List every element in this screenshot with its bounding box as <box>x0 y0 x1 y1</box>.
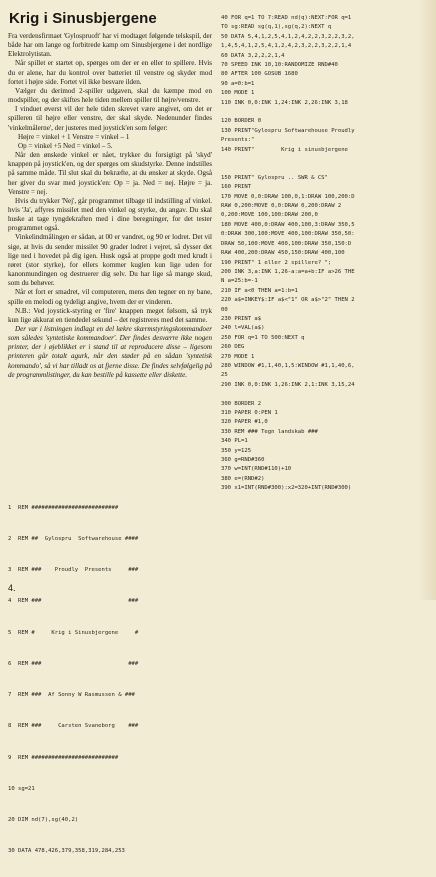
code-line: 150 PRINT" Gylospru .. SWR & CS" <box>221 174 328 181</box>
code-line: 380 e=(RND#2) <box>221 475 265 482</box>
code-line: 290 INK 0,0:INK 1,26:INK 2,1:INK 3,15,24 <box>221 381 355 388</box>
code-line: 350 y=125 <box>221 447 252 454</box>
code-line: 110 INK 0,0:INK 1,24:INK 2,26:INK 3,18 <box>221 99 348 106</box>
page-edge-shadow <box>418 0 436 600</box>
code-line: 0,200:MOVE 100,100:DRAW 200,0 <box>221 212 318 219</box>
code-line: 6 REM ### ### <box>8 660 139 667</box>
code-line: RAW 400,200:DRAW 450,150:DRAW 400,100 <box>221 250 345 257</box>
code-line: 80 AFTER 100 GOSUB 1680 <box>221 71 298 78</box>
code-line: 280 WINDOW #1,1,40,1,5:WINDOW #1,1,40,6, <box>221 362 355 369</box>
code-line: 230 PRINT a$ <box>221 315 262 322</box>
code-line: 390 x1=INT(RND#300):x2=320+INT(RND#300) <box>221 485 352 492</box>
code-line: 25 <box>221 372 228 379</box>
code-line: 70 SPEED INK 10,10:RANDOMIZE RND#40 <box>221 62 338 69</box>
code-line: 8 REM ### Carsten Svaneborg ### <box>8 723 139 730</box>
code-line: 60 DATA 3,2,2,2,1,4 <box>221 52 285 59</box>
code-line: 7 REM ### Af Sonny W Rasmussen & ### <box>8 692 135 699</box>
code-line: 40 FOR q=1 TO 7:READ nd(q):NEXT:FOR q=1 <box>221 15 352 21</box>
code-line: 4 REM ### ### <box>8 598 139 605</box>
code-line: 100 MODE 1 <box>221 90 255 97</box>
code-line: 220 a$=INKEY$:IF a$<"1" OR a$>"2" THEN 2 <box>221 297 355 304</box>
code-line: 90 a=0:b=1 <box>221 80 255 87</box>
article-body <box>8 32 212 380</box>
code-line: 0:DRAW 300,100:MOVE 400,100:DRAW 350,50: <box>221 231 355 238</box>
code-line: 130 PRINT"Gylospru Softwarehouse Proudly <box>221 127 355 134</box>
code-line: Presents:" <box>221 137 255 144</box>
code-line: 270 MODE 1 <box>221 353 255 360</box>
code-line: 170 MOVE 0,0:DRAW 100,0,1:DRAW 100,200:D <box>221 193 355 200</box>
article-paragraph: Når spillet er startet op, spørges om der er en eller to spillere. Hvis du er alene, har du kontrol over batteriet til venstre og skyder mod fortet i højre side. Fortet vil ikke besvare ilden. <box>8 59 212 86</box>
editor-note: Der var i listningen indlagt en del lækre skærmstyringskommandoer som således 'syntetiske kommandoer'. Der findes desværre ikke nogen printer, der i øjeblikket er i stand til at reproducere disse – ligesom printeren går totalt agurk, når den støder på en sådan 'syntetisk kommando', så vi har tilladt os at fjerne disse. De findes selvfølgelig på de programmlistinger, du kan bestille på kassette eller diskette. <box>8 325 212 379</box>
code-line: 10 sg=21 <box>8 785 35 792</box>
code-line: N a=25:b=-1 <box>221 278 258 285</box>
code-line: 00 <box>221 306 228 313</box>
article-paragraph: Vælger du derimod 2-spiller udgaven, skal du kæmpe mod en modspiller, og der skiftes hele tiden mellem spiller til højre/venstre. <box>8 86 212 105</box>
code-spacer <box>221 108 429 117</box>
article-paragraph: Fra verdensfirmaet 'Gylospruoft' har vi modtaget følgende telskspil, der både har om lange og forbitrede kamp om Sinusbjergene i det nordlige Elektrolytistan. <box>8 32 212 59</box>
code-line: 1 REM ########################## <box>8 504 119 511</box>
article-paragraph: N.B.: Ved joystick-styring er 'fire' knappen meget følsom, så tryk kun lige akkurat en tiendedel sekund – det registreres med det samme. <box>8 306 212 324</box>
article-paragraph: I vinduet øverst vil der hele tiden skrevet være angivet, om det er spilleren til højre eller venstre, der skal skyde. Nedenunder findes 'vinkelmålerne', der justeres med joystick'en som følger: <box>8 105 212 132</box>
code-line: 160 PRINT <box>221 184 252 191</box>
code-line: 1,4,5,4,1,2,5,4,1,2,4,2,3,2,2,3,2,2,1,4 <box>221 43 352 50</box>
article-paragraph: Når et fort er smadret, vil computeren, mens den tegner en ny bane, spille en melodi og tydeligt angive, hvem der er vinderen. <box>8 288 212 306</box>
code-line: 210 IF a<0 THEN a=1:b=1 <box>221 287 298 294</box>
code-line: RAW 0,200:MOVE 0,0:DRAW 0,200:DRAW 2 <box>221 203 342 210</box>
code-line: 140 PRINT" Krig i sinusbjergene <box>221 146 348 153</box>
code-line: 360 g=RND#360 <box>221 457 265 464</box>
article-paragraph: Op = vinkel +5 Ned = vinkel – 5. <box>18 141 113 150</box>
code-line: 200 INK 3,a:INK 1,26-a:a=a+b:IF a>26 THE <box>221 268 355 275</box>
code-line: 3 REM ### Proudly Presents ### <box>8 567 139 574</box>
code-line: 190 PRINT" 1 eller 2 spillere? "; <box>221 259 332 266</box>
page-number: 4. <box>8 583 16 593</box>
code-line: 9 REM ########################## <box>8 754 119 761</box>
code-line: 240 l=VAL(a$) <box>221 325 265 332</box>
article-paragraph: Når den ønskede vinkel er nået, trykker du forsigtigt på 'skyd' knappen på joystick'en, og der spørges om skudstyrke. Denne indstilles på samme måde. Til slut skal du bekræfte, at du ønsker at skyde. Også her giver du svar med joystick'en: Op = ja. Ned = nej. Højre = ja. Venstre = nej. <box>8 151 212 196</box>
code-line: 5 REM # Krig i Sinusbjergene # <box>8 629 139 636</box>
article-paragraph: Højre = vinkel + 1 Venstre = vinkel – 1 <box>18 132 130 141</box>
code-line: DRAW 50,100:MOVE 400,100:DRAW 350,150:D <box>221 240 352 247</box>
code-spacer <box>221 155 429 164</box>
code-line: 2 REM ## Gylospru Softwarehouse #### <box>8 536 139 543</box>
code-spacer <box>221 390 429 399</box>
article-paragraph: Vinkelindmålingen er sådan, at 00 er vandret, og 90 er lodret. Det vil sige, at hvis du sender missilet 90 grader lodret i vejret, så dysser det lige ned i hovedet på dig igen. Husk også at proppe godt med krudt i røret (stor styrke), for ellers kommer kuglen kun lige uden for kanonmundingen og destruerer dig selv. Du har lige så mange skud, som du behøver. <box>8 233 212 288</box>
basic-listing-right <box>221 14 429 494</box>
article-paragraph: Hvis du trykker 'Nej', går programmet tilbage til indstilling af vinkel. hvis 'Ja', affyres missilet med den vinkel og styrke, du angav. Du skal huske at tage tyngdekraften med i dine beregninger, for det tester programmet også. <box>8 196 212 233</box>
code-spacer <box>221 164 429 173</box>
code-line: 120 BORDER 0 <box>221 118 262 125</box>
code-line: 340 PL=1 <box>221 438 248 445</box>
code-line: 310 PAPER 0:PEN 1 <box>221 410 278 416</box>
code-line: 30 DATA 478,426,379,358,319,284,253 <box>8 848 125 855</box>
code-line: 370 w=INT(RND#110)+10 <box>221 466 292 473</box>
article-title: Krig i Sinusbjergene <box>9 10 157 27</box>
code-line: 260 DEG <box>221 344 245 351</box>
code-line: 320 PAPER #1,0 <box>221 419 268 426</box>
code-line: 330 REM ### Tegn landskab ### <box>221 428 318 435</box>
code-line: 250 FOR q=1 TO 500:NEXT q <box>221 334 305 341</box>
code-line: 50 DATA 5,4,1,2,5,4,1,2,4,2,2,3,2,2,3,2, <box>221 33 355 40</box>
basic-listing-left <box>8 482 214 877</box>
code-line: 300 BORDER 2 <box>221 400 262 407</box>
code-line: 20 DIM nd(7),sg(40,2) <box>8 817 79 823</box>
code-line: TO sg:READ sg(q,1),sg(q,2):NEXT q <box>221 24 332 31</box>
code-line: 180 MOVE 400,0:DRAW 400,100,3:DRAW 350,5 <box>221 221 355 228</box>
